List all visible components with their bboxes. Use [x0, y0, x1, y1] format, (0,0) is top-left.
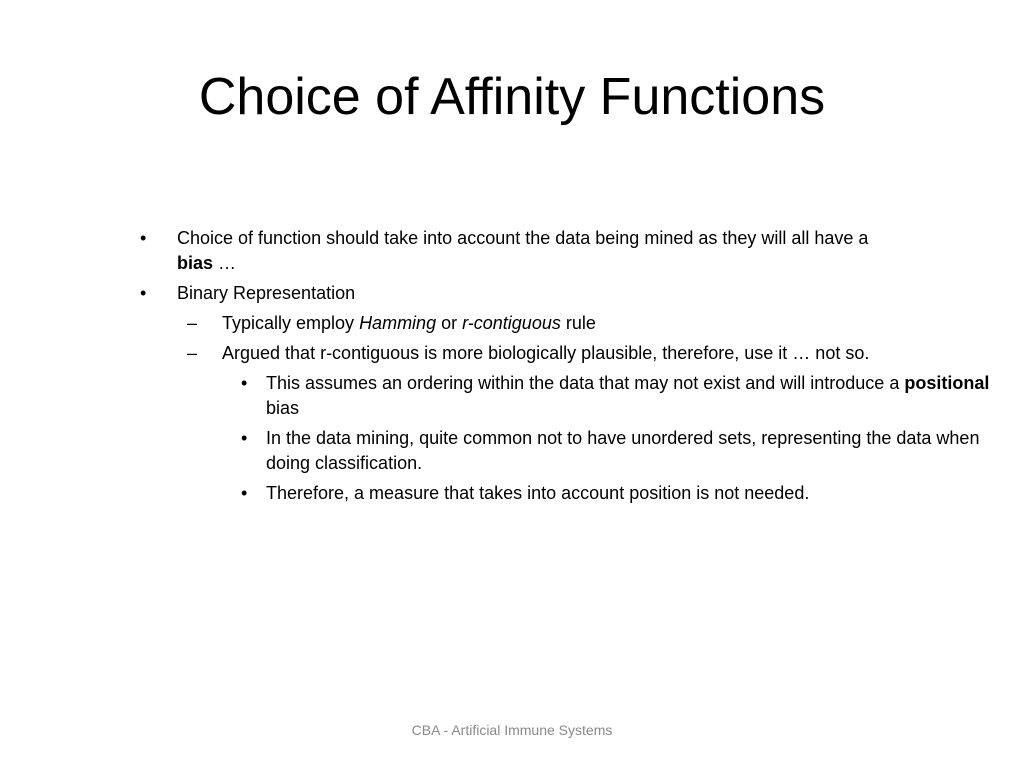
bullet-text: Therefore, a measure that takes into account position is not needed.	[266, 483, 810, 503]
bullet-dot-icon: •	[140, 228, 147, 248]
bullet-text: This assumes an ordering within the data that may not exist and will introduce a positional bias	[266, 373, 990, 418]
bullet-dot-icon: •	[241, 483, 248, 503]
slide-footer: CBA - Artificial Immune Systems	[411, 722, 613, 738]
bullet-text: Choice of function should take into account the data being mined as they will all have a bias …	[177, 228, 869, 273]
bullet-text: Typically employ Hamming or r-contiguous rule	[222, 313, 596, 333]
bullet-text: In the data mining, quite common not to have unordered sets, representing the data when doing classification.	[266, 428, 980, 473]
bold-term: bias	[177, 253, 214, 273]
dash-icon: –	[187, 343, 198, 363]
italic-term: r-contiguous	[462, 313, 561, 333]
bullet-text: Binary Representation	[177, 283, 356, 303]
bullet-dot-icon: •	[241, 373, 248, 393]
bold-term: positional	[904, 373, 990, 393]
italic-term: Hamming	[359, 313, 437, 333]
bullet-text: Argued that r-contiguous is more biologically plausible, therefore, use it … not so.	[222, 343, 870, 363]
bullet-dot-icon: •	[241, 428, 248, 448]
dash-icon: –	[187, 313, 198, 333]
bullet-dot-icon: •	[140, 283, 147, 303]
slide-title: Choice of Affinity Functions	[198, 68, 826, 126]
